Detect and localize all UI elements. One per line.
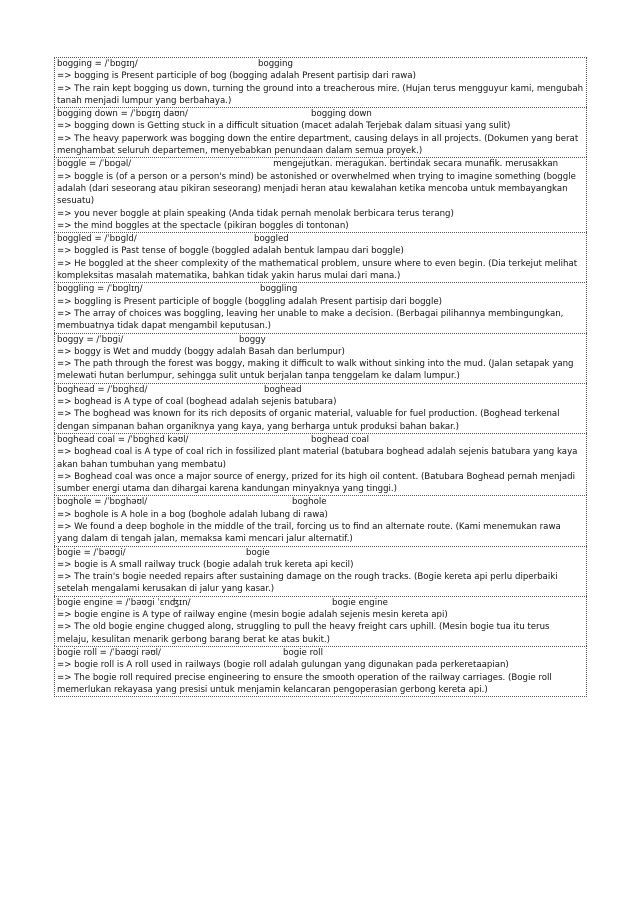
entry-line: => We found a deep boghole in the middle of the trail, forcing us to find an alternate route. (Kami menemukan rawa yang dalam di tengah jalan, memaksa kami mencari jalur alternatif.) — [57, 521, 561, 545]
entry-headword — [57, 233, 584, 245]
entry-line: => The array of choices was boggling, leaving her unable to make a decision. (Berbagai pilihannya membingungkan, membuatnya tidak dapat mengambil keputusan.) — [57, 308, 564, 332]
entry-translation: boggy — [239, 334, 266, 345]
entry-translation: bogging down — [311, 109, 372, 120]
dictionary-entry — [54, 596, 587, 646]
entry-headword — [57, 334, 584, 346]
entry-pronunciation: bogie roll = /ˈbəʊɡi rəʊl/ — [57, 647, 161, 658]
dictionary-entry — [54, 157, 587, 232]
entry-headword — [57, 108, 584, 120]
entry-translation: boggling — [260, 284, 298, 295]
entry-headword — [57, 547, 584, 559]
dictionary-entry — [54, 333, 587, 383]
dictionary-page — [54, 57, 587, 697]
dictionary-entry — [54, 495, 587, 545]
entry-headword — [57, 158, 584, 170]
entry-translation: mengejutkan. meragukan. bertindak secara munafik. merusakkan — [273, 159, 559, 170]
dictionary-entry — [54, 282, 587, 332]
entry-pronunciation: boghole = /ˈbɒɡhəʊl/ — [57, 497, 148, 508]
entry-line: => The rain kept bogging us down, turning the ground into a treacherous mire. (Hujan terus mengguyur kami, mengubah tanah menjadi lumpur yang berbahaya.) — [57, 83, 584, 106]
entry-line: => bogging down is Getting stuck in a difficult situation (macet adalah Terjebak dalam situasi yang sulit) — [57, 121, 511, 132]
entry-line: => The boghead was known for its rich deposits of organic material, valuable for fuel production. (Boghead terkenal dengan simpanan bahan organiknya yang kaya, yang berharga untuk produksi bahan bakar.) — [57, 409, 560, 432]
dictionary-entry — [54, 646, 587, 697]
entry-translation: boggled — [254, 234, 289, 245]
entry-pronunciation: boggy = /ˈbɒɡi/ — [57, 334, 124, 345]
entry-line: => bogie is A small railway truck (bogie adalah truk kereta api kecil) — [57, 559, 354, 570]
entry-line: => The old bogie engine chugged along, struggling to pull the heavy freight cars uphill. (Mesin bogie tua itu terus melaju, kesulitan menarik gerbong barang berat ke atas bukit.) — [57, 622, 550, 645]
dictionary-entry — [54, 433, 587, 495]
entry-line: => the mind boggles at the spectacle (pikiran boggles di tontonan) — [57, 220, 349, 231]
entry-line: => boghead coal is A type of coal rich in fossilized plant material (batubara boghead adalah sejenis batubara yang kaya akan bahan tumbuhan yang membatu) — [57, 447, 578, 470]
entry-pronunciation: boggled = /ˈbɒɡld/ — [57, 234, 137, 245]
entry-line: => The train's bogie needed repairs after sustaining damage on the rough tracks. (Bogie kereta api perlu diperbaiki setelah mengalami kerusakan di jalur yang kasar.) — [57, 572, 558, 595]
entry-pronunciation: boghead = /ˈbɒɡhɛd/ — [57, 384, 148, 395]
entry-headword — [57, 384, 584, 396]
entry-line: => boghead is A type of coal (boghead adalah sejenis batubara) — [57, 397, 337, 408]
dictionary-entry — [54, 57, 587, 107]
entry-translation: bogie — [246, 547, 270, 558]
entry-line: => The heavy paperwork was bogging down the entire department, causing delays in all projects. (Dokumen yang berat menghambat seluruh departemen, menyebabkan penundaan dalam semua proyek.) — [57, 133, 579, 157]
entry-translation: boghead coal — [311, 434, 369, 445]
dictionary-entry — [54, 383, 587, 433]
entry-headword — [57, 283, 584, 295]
entry-line: => boggy is Wet and muddy (boggy adalah Basah dan berlumpur) — [57, 346, 345, 357]
entry-line: => you never boggle at plain speaking (Anda tidak pernah menolak berbicara terus terang) — [57, 208, 454, 219]
entry-line: => boggled is Past tense of boggle (boggled adalah bentuk lampau dari boggle) — [57, 246, 404, 257]
entry-translation: bogie engine — [332, 597, 388, 608]
entry-headword — [57, 496, 584, 508]
entry-line: => bogie roll is A roll used in railways (bogie roll adalah gulungan yang digunakan pada perkeretaapian) — [57, 660, 509, 671]
entry-line: => boggling is Present participle of boggle (boggling adalah Present partisip dari boggle) — [57, 296, 443, 307]
entry-headword — [57, 434, 584, 446]
entry-translation: boghead — [264, 384, 302, 395]
entry-line: => bogging is Present participle of bog (bogging adalah Present partisip dari rawa) — [57, 71, 416, 82]
entry-pronunciation: bogging = /ˈbɒɡɪŋ/ — [57, 59, 138, 69]
entry-line: => The bogie roll required precise engineering to ensure the smooth operation of the railway carriages. (Bogie roll memerlukan rekayasa yang presisi untuk menjamin kelancaran pengoperasian gerbong kereta api.) — [57, 672, 552, 695]
entry-line: => boghole is A hole in a bog (boghole adalah lubang di rawa) — [57, 509, 328, 520]
entry-pronunciation: bogging down = /ˈbɒɡɪŋ daʊn/ — [57, 109, 188, 120]
entry-pronunciation: boggling = /ˈbɒɡlɪŋ/ — [57, 284, 143, 295]
dictionary-entry — [54, 232, 587, 282]
entry-pronunciation: bogie = /ˈbəʊɡi/ — [57, 547, 126, 558]
entry-line: => Boghead coal was once a major source of energy, prized for its high oil content. (Batubara Boghead pernah menjadi sumber energi utama dan dihargai karena kandungan minyaknya yang tinggi.) — [57, 471, 575, 495]
entry-pronunciation: boggle = /ˈbɒɡəl/ — [57, 159, 132, 170]
entry-translation: bogie roll — [283, 647, 323, 658]
entry-line: => The path through the forest was boggy, making it difficult to walk without sinking into the mud. (Jalan setapak yang melewati hutan berlumpur, sehingga sulit untuk berjalan tanpa tenggelam ke dalam lumpur.) — [57, 359, 574, 382]
entry-headword — [57, 647, 584, 659]
entry-translation: boghole — [292, 497, 327, 508]
entry-translation: bogging — [258, 59, 293, 69]
entry-line: => boggle is (of a person or a person's mind) be astonished or overwhelmed when trying to imagine something (boggle adalah (dari seseorang atau pikiran seseorang) menjadi heran atau kewalahan ketika mencoba untuk membayangkan sesuatu) — [57, 171, 576, 207]
entry-headword — [57, 597, 584, 609]
entry-pronunciation: boghead coal = /ˈbɒɡhɛd kəʊl/ — [57, 434, 189, 445]
entry-pronunciation: bogie engine = /ˈbəʊɡi ˈɛnʤɪn/ — [57, 597, 191, 608]
dictionary-entry — [54, 546, 587, 596]
entry-headword — [57, 58, 584, 70]
entry-line: => bogie engine is A type of railway engine (mesin bogie adalah sejenis mesin kereta api) — [57, 610, 448, 621]
dictionary-entry — [54, 107, 587, 157]
entry-line: => He boggled at the sheer complexity of the mathematical problem, unsure where to even begin. (Dia terkejut melihat kompleksitas masalah matematika, bahkan tidak yakin harus mulai dari mana.) — [57, 258, 578, 282]
